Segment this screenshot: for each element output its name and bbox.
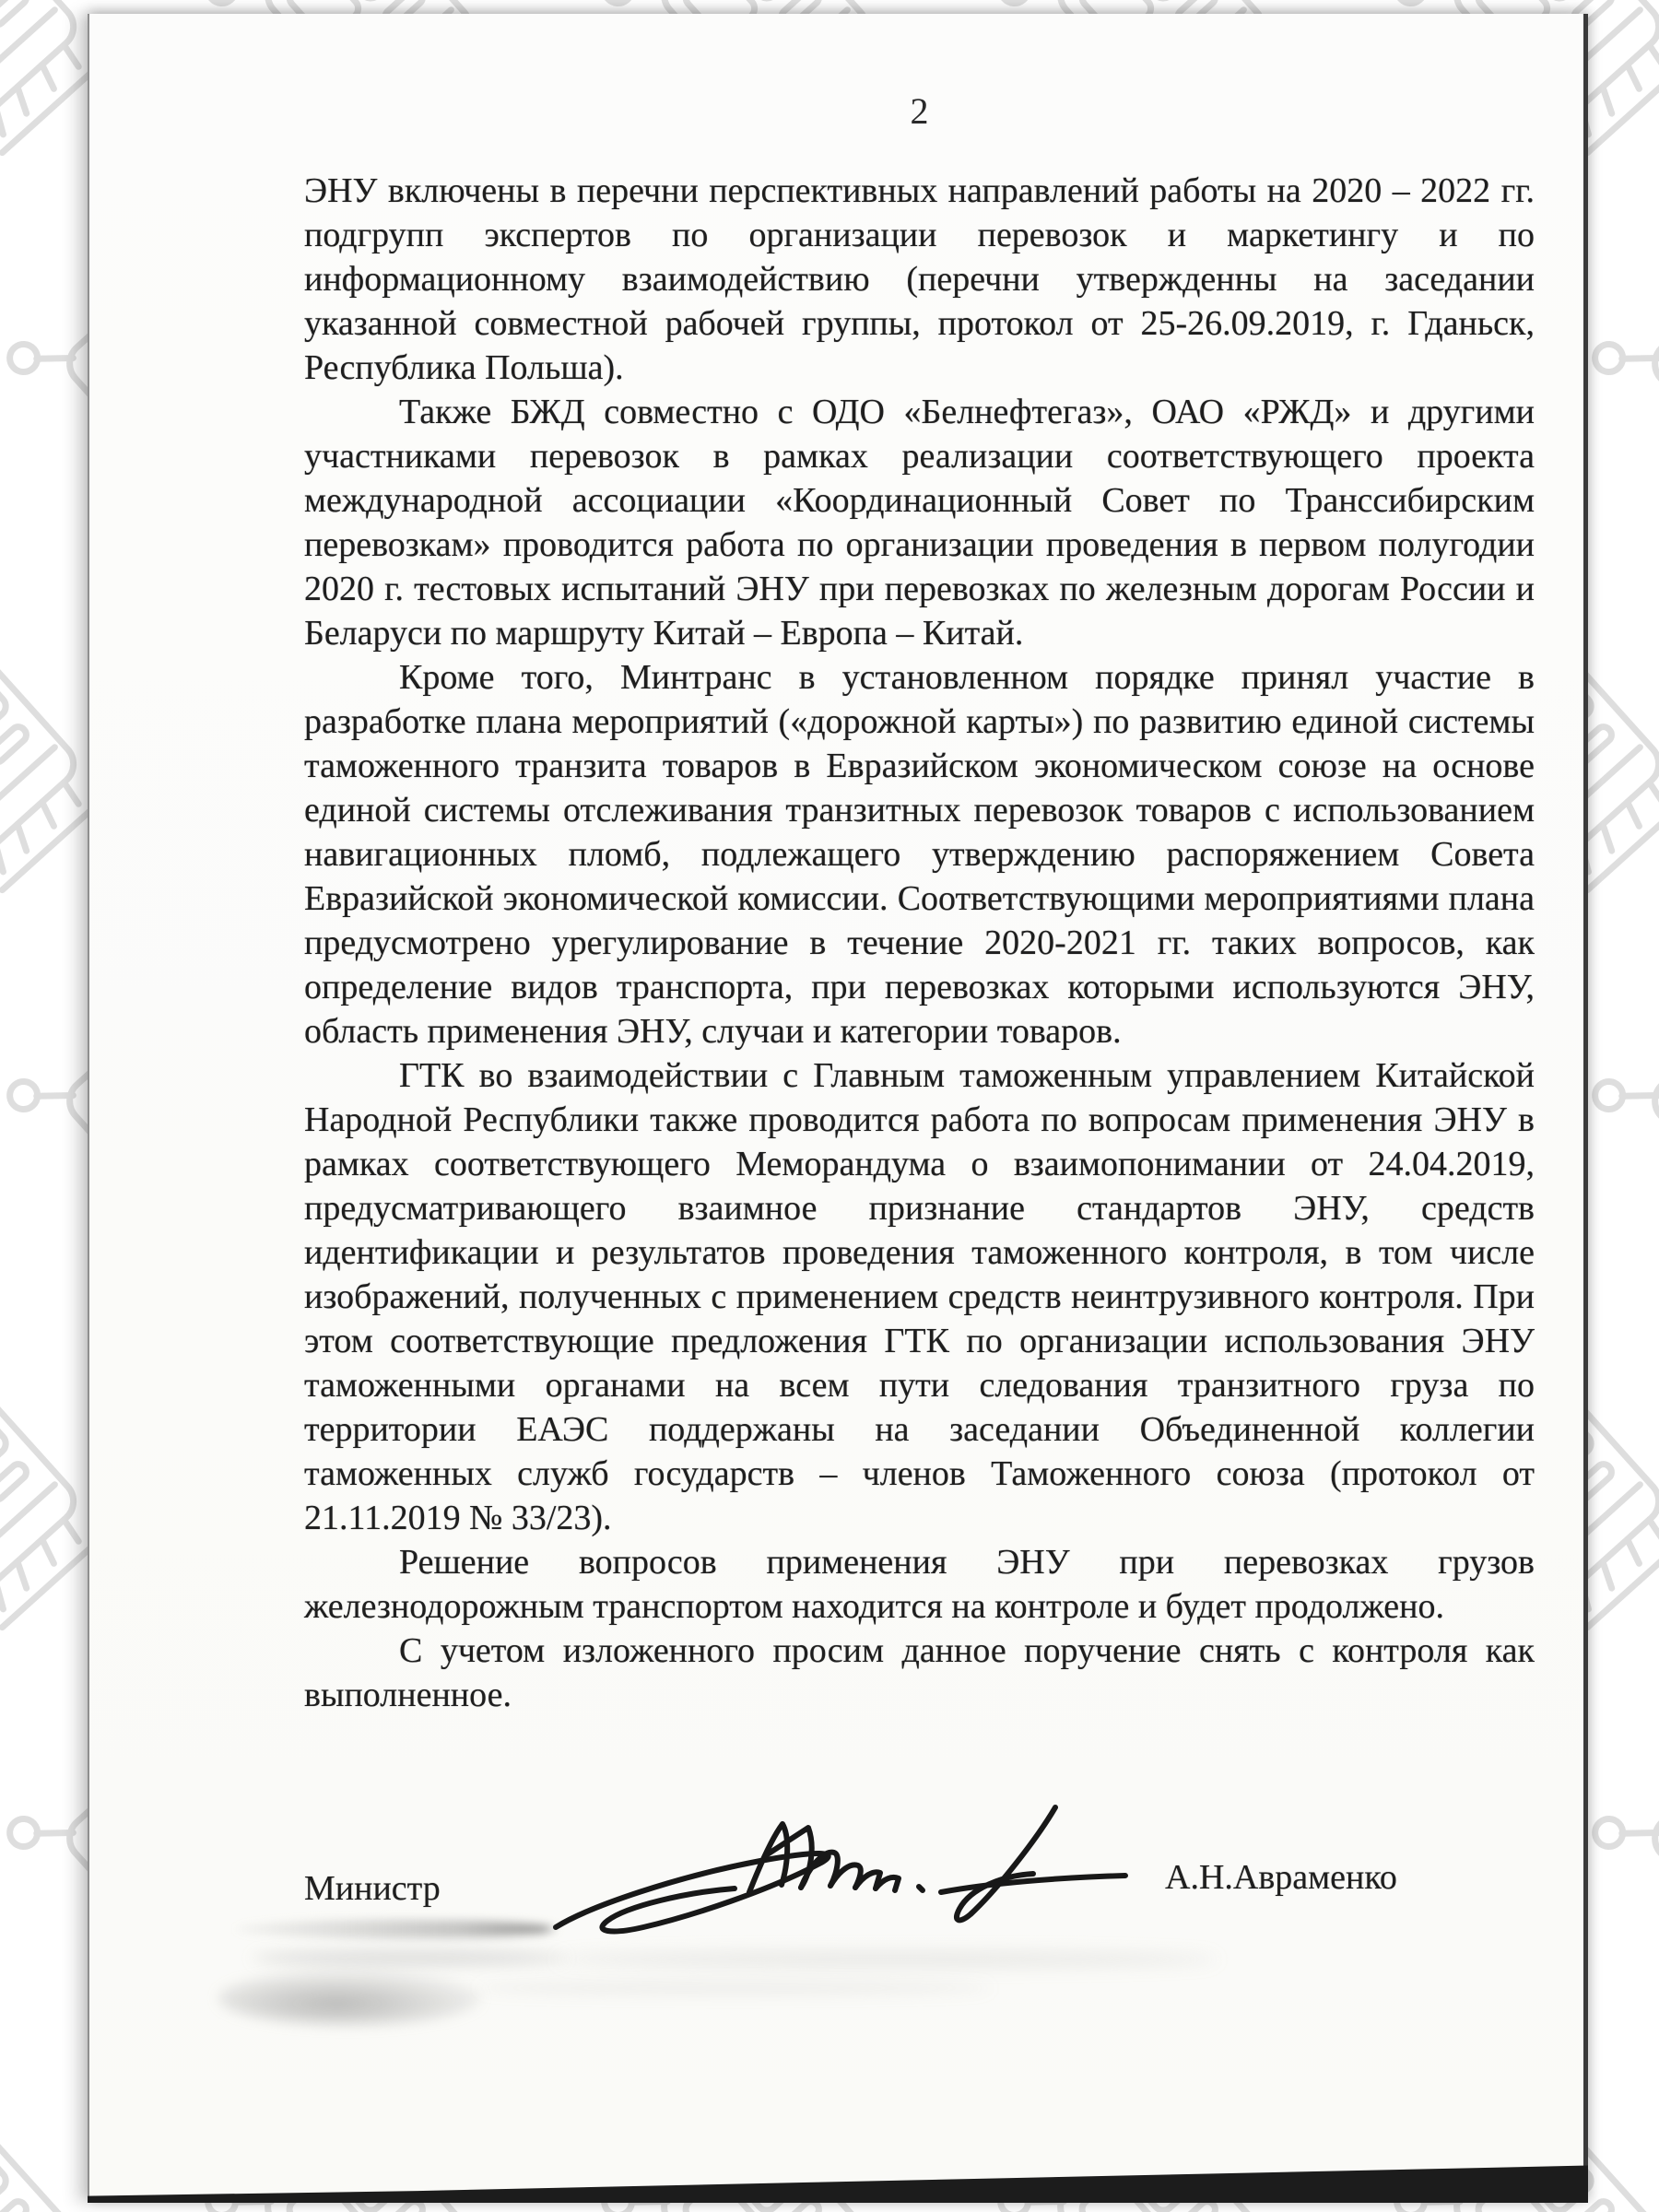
letter-body [304, 169, 1535, 1717]
signatory-role-label: Министр [304, 1869, 441, 1908]
erased-smudge [253, 1951, 566, 1965]
train-icon [1576, 944, 1659, 1297]
erased-smudge [477, 1982, 993, 1994]
paragraph: Кроме того, Минтранс в установленном порядке принял участие в разработке плана мероприятий («дорожной карты») по развитию единой системы таможенного транзита товаров в Евразийском экономическом союзе на основе единой системы отслеживания транзитных перевозок товаров с использованием навигационных пломб, подлежащего утверждению распоряжением Совета Евразийской экономической комиссии. Соответствующими мероприятиями плана предусмотрено урегулирование в течение 2020-2021 гг. таких вопросов, как определение видов транспорта, при перевозках которыми используются ЭНУ, область применения ЭНУ, случаи и категории товаров. [304, 658, 1535, 1051]
page-number: 2 [910, 90, 929, 132]
erased-smudge [218, 1971, 481, 2025]
paragraph: ЭНУ включены в перечни перспективных направлений работы на 2020 – 2022 гг. подгрупп экспертов по организации перевозок и маркетингу и по информационному взаимодействию (перечни утвержденны на заседании указанной совместной рабочей группы, протокол от 25-26.09.2019, г. Гданьск, Республика Польша). [304, 171, 1535, 387]
train-icon [1576, 1681, 1659, 2034]
paragraph: ГТК во взаимодействии с Главным таможенным управлением Китайской Народной Республики также проводится работа по вопросам применения ЭНУ в рамках соответствующего Меморандума о взаимопонимании от 24.04.2019, предусматривающего взаимное признание стандартов ЭНУ, средств идентификации и результатов проведения таможенного контроля, в том числе изображений, полученных с применением средств неинтрузивного контроля. При этом соответствующие предложения ГТК по организации использования ЭНУ таможенными органами на всем пути следования транзитного груза по территории ЕАЭС поддержаны на заседании Объединенной коллегии таможенных служб государств – членов Таможенного союза (протокол от 21.11.2019 № 33/23). [304, 1056, 1535, 1537]
scanned-page [88, 14, 1588, 2203]
paragraph: Также БЖД совместно с ОДО «Белнефтегаз», ОАО «РЖД» и другими участниками перевозок в рамках реализации соответствующего проекта международной ассоциации «Координационный Совет по Транссибирским перевозкам» проводится работа по организации проведения в первом полугодии 2020 г. тестовых испытаний ЭНУ при перевозках по железным дорогам России и Беларуси по маршруту Китай – Европа – Китай. [304, 393, 1535, 653]
scan-bottom-edge [88, 2160, 1588, 2203]
erased-smudge [235, 1920, 558, 1938]
train-icon [1576, 206, 1659, 559]
handwritten-signature [539, 1800, 1147, 1971]
paragraph: С учетом изложенного просим данное поручение снять с контроля как выполненное. [304, 1631, 1535, 1714]
signatory-name: А.Н.Авраменко [1165, 1858, 1397, 1897]
paragraph: Решение вопросов применения ЭНУ при перевозках грузов железнодорожным транспортом находится на контроле и будет продолжено. [304, 1543, 1535, 1626]
